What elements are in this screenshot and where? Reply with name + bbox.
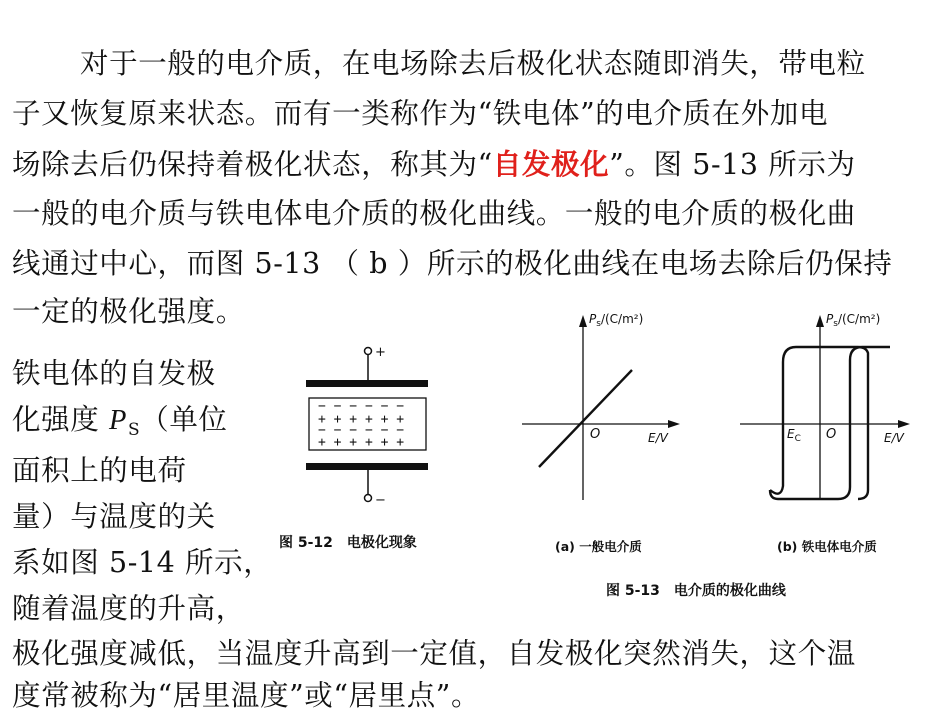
paragraph-1-line-4: 一般的电介质与铁电体电介质的极化曲线。一般的电介质的极化曲 [12,197,856,230]
x-axis-arrow [898,420,910,428]
ps-subscript: S [127,420,141,440]
bottom-terminal [365,495,372,502]
paragraph-2-line-8: 度常被称为“居里温度”或“居里点”。 [12,679,481,712]
linear-polarization-curve [539,370,632,467]
text-run: 化强度 [12,403,109,436]
x-axis-arrow [668,420,680,428]
figure-5-13-caption: 图 5-13 电介质的极化曲线 [606,583,786,599]
paragraph-1-line-1: 对于一般的电介质，在电场除去后极化状态随即消失，带电粒 [80,47,866,80]
panel-b-y-axis-label: $P_s/(C/m^2)$ [826,312,881,329]
plus-terminal-label: + [375,345,386,360]
text-run: （单位 [140,403,228,436]
figure-5-13b-graph [740,315,910,500]
charge-row-mid-minus: − − − − − − [318,423,405,438]
paragraph-2-line-5: 系如图 5-14 所示， [12,546,273,579]
text-run: ”。图 5-13 所示为 [609,148,856,181]
top-electrode-plate [306,380,428,387]
charge-row-top: − − − − − − [318,399,405,414]
coercive-field-label: $E_C$ [787,427,801,444]
y-axis-arrow [816,315,824,327]
paragraph-1-line-6: 一定的极化强度。 [12,295,245,328]
hysteresis-lower-branch [770,347,890,499]
panel-b-x-axis-label: E/V [884,431,904,445]
top-terminal [365,348,372,355]
figure-5-12-caption: 图 5-12 电极化现象 [279,535,417,551]
figure-5-13a-graph [522,315,680,500]
figure-5-13a-caption: (a) 一般电介质 [555,539,642,554]
paragraph-2-line-3: 面积上的电荷 [12,454,187,487]
charge-row-mid: + + + + + + [318,412,405,427]
panel-b-origin-label: O [826,427,837,442]
panel-a-x-axis-label: E/V [648,431,668,445]
panel-a-y-axis-label: $P_s/(C/m^2)$ [589,312,644,329]
paragraph-1-line-2: 子又恢复原来状态。而有一类称作为“铁电体”的电介质在外加电 [12,97,829,130]
figure-5-13b-caption: (b) 铁电体电介质 [777,539,877,554]
minus-terminal-label: − [375,493,386,508]
charge-row-bottom: + + + + + + [318,435,405,450]
paragraph-2-line-4: 量）与温度的关 [12,500,216,533]
paragraph-2-line-7: 极化强度减低，当温度升高到一定值，自发极化突然消失，这个温 [12,637,856,670]
paragraph-2-line-6: 随着温度的升高， [12,592,245,625]
highlighted-term: 自发极化 [492,147,610,181]
y-axis-arrow [579,315,587,327]
ps-symbol: P [108,405,127,436]
paragraph-2-line-1: 铁电体的自发极 [12,357,216,390]
text-run: 场除去后仍保持着极化状态，称其为“ [12,148,493,181]
bottom-electrode-plate [306,463,428,470]
panel-a-origin-label: O [590,427,601,442]
paragraph-1-line-5: 线通过中心，而图 5-13 （ b ）所示的极化曲线在电场去除后仍保持 [12,247,893,280]
hysteresis-upper-branch [770,347,868,499]
